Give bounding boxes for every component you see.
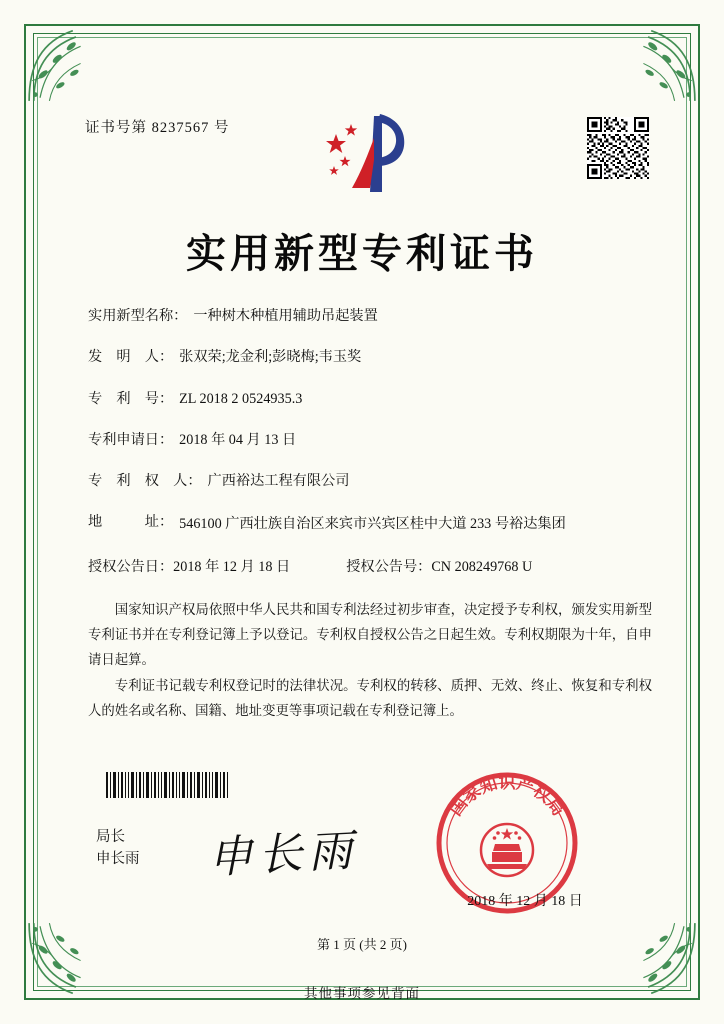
field-label: 地 址： xyxy=(88,514,174,531)
field-row-patentee xyxy=(88,471,652,492)
page-title: 实用新型专利证书 xyxy=(186,230,538,277)
svg-text:国家知识产权局: 国家知识产权局 xyxy=(445,773,569,820)
field-value: 2018 年 04 月 13 日 xyxy=(179,431,297,448)
field-label: 专 利 号： xyxy=(88,390,174,407)
certificate-fields xyxy=(88,306,652,592)
grant-number-label: 授权公告号： xyxy=(346,558,432,575)
grant-date-value: 2018 年 12 月 18 日 xyxy=(173,558,291,575)
paragraph-1: 国家知识产权局依照中华人民共和国专利法经过初步审查，决定授予专利权，颁发实用新型专利证书并在专利登记簿上予以登记。专利权自授权公告之日起生效。专利权期限为十年，自申请日起算。 xyxy=(88,602,652,667)
field-row-utility-model-name xyxy=(88,306,652,327)
grant-date-group xyxy=(88,557,290,578)
barcode-icon xyxy=(104,772,230,798)
paragraph-2: 专利证书记载专利权登记时的法律状况。专利权的转移、质押、无效、终止、恢复和专利权人的姓名或名称、国籍、地址变更等事项记载在专利登记簿上。 xyxy=(88,678,652,719)
seal-date: 2018 年 12 月 18 日 xyxy=(467,894,583,909)
page-number: 第 1 页 (共 2 页) xyxy=(317,937,407,952)
grant-number-group xyxy=(346,557,532,578)
director-title: 局长 xyxy=(96,829,125,845)
field-row-grant-info xyxy=(88,557,652,578)
certificate-number: 证书号第 8237567 号 xyxy=(85,120,230,136)
field-row-inventors xyxy=(88,347,652,368)
field-label: 专利申请日： xyxy=(88,431,174,448)
corner-ornament-icon xyxy=(620,26,698,104)
grant-date-label: 授权公告日： xyxy=(88,558,174,575)
field-row-application-date xyxy=(88,430,652,451)
corner-ornament-icon xyxy=(26,26,104,104)
director-name: 申长雨 xyxy=(96,851,140,868)
director-block xyxy=(96,826,140,871)
field-value: 张双荣;龙金利;彭晓梅;韦玉奖 xyxy=(179,349,362,366)
field-value: ZL 2018 2 0524935.3 xyxy=(179,390,303,407)
field-value: 546100 广西壮族自治区来宾市兴宾区桂中大道 233 号裕达集团 xyxy=(179,516,566,533)
sipo-logo-icon xyxy=(318,108,414,194)
field-row-patent-number xyxy=(88,389,652,410)
footnote: 其他事项参见背面 xyxy=(304,986,420,1001)
grant-number-value: CN 208249768 U xyxy=(431,558,533,575)
legal-text-block xyxy=(88,598,652,726)
field-row-address xyxy=(88,512,652,536)
field-label: 实用新型名称： xyxy=(88,308,188,324)
field-label: 专 利 权 人： xyxy=(88,473,202,490)
field-value: 广西裕达工程有限公司 xyxy=(207,473,350,490)
qr-code-icon xyxy=(587,117,649,179)
field-value: 一种树木种植用辅助吊起装置 xyxy=(193,308,378,324)
handwritten-signature: 申长雨 xyxy=(207,825,360,884)
field-label: 发 明 人： xyxy=(88,349,174,366)
